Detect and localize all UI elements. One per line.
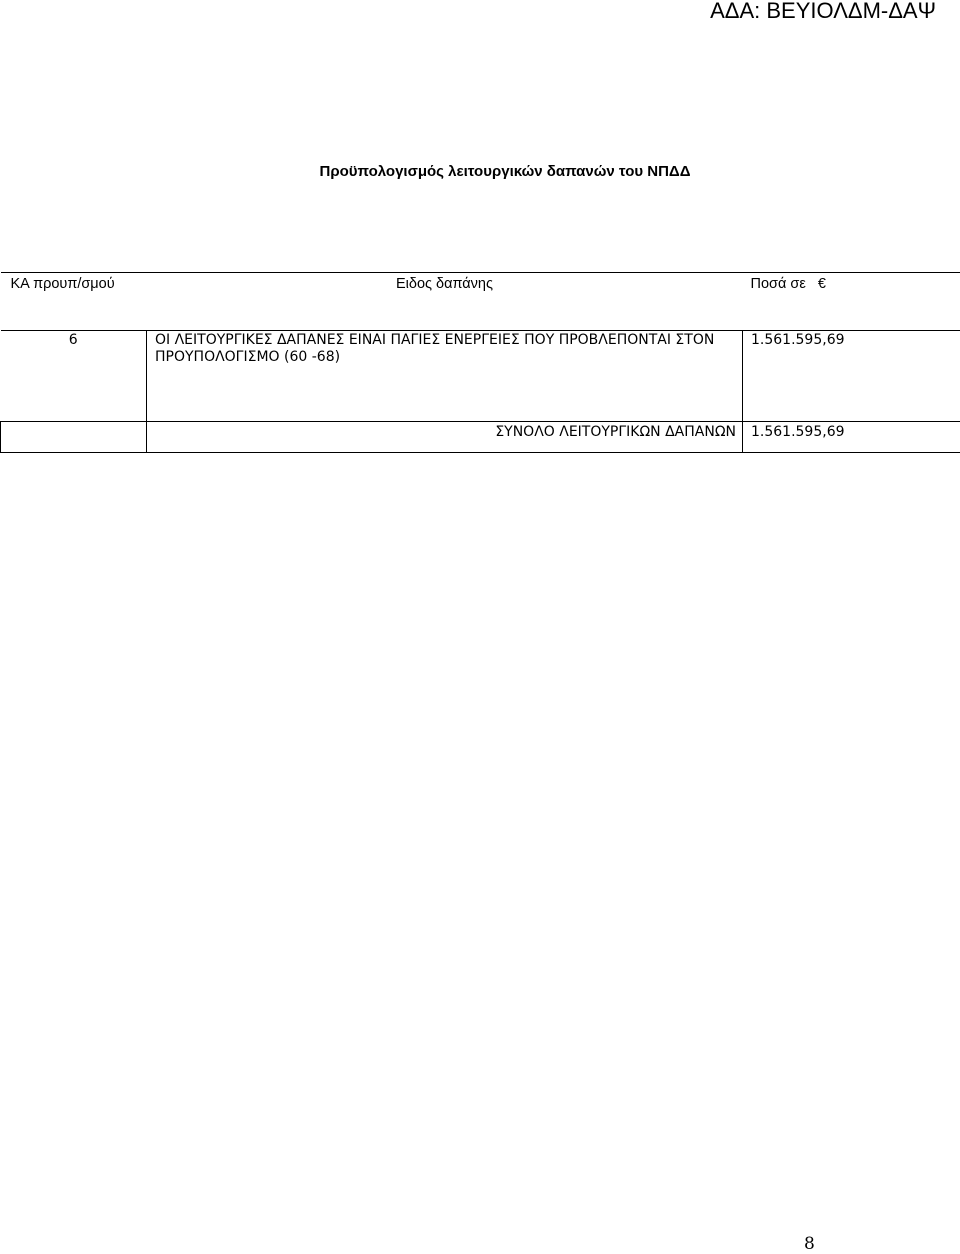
total-empty-cell: [1, 422, 147, 453]
total-label: ΣΥΝΟΛΟ ΛΕΙΤΟΥΡΓΙΚΩΝ ΔΑΠΑΝΩΝ: [147, 422, 743, 453]
row-description: ΟΙ ΛΕΙΤΟΥΡΓΙΚΕΣ ΔΑΠΑΝΕΣ ΕΙΝΑΙ ΠΑΓΙΕΣ ΕΝΕΡΓΕΙΕΣ ΠΟΥ ΠΡΟΒΛΕΠΟΝΤΑΙ ΣΤΟΝ ΠΡΟΥΠΟΛΟΓΙΣΜΟ (60 -68): [147, 331, 743, 422]
header-description: Ειδος δαπάνης: [147, 273, 743, 331]
total-row: [1, 422, 960, 453]
table-row: [1, 331, 960, 422]
page-number: 8: [804, 1234, 815, 1254]
row-code: 6: [1, 331, 147, 422]
total-amount: 1.561.595,69: [743, 422, 960, 453]
budget-table: [0, 272, 960, 453]
header-code: ΚΑ προυπ/σμού: [1, 273, 147, 331]
euro-icon: €: [817, 276, 826, 292]
ada-code: ΑΔΑ: ΒΕΥΙΟΛΔΜ-ΔΑΨ: [710, 0, 936, 23]
table-header-row: [1, 273, 960, 331]
header-amount-label: Ποσά σε: [750, 276, 806, 292]
header-amount: [743, 273, 960, 331]
row-amount: 1.561.595,69: [743, 331, 960, 422]
document-title: Προϋπολογισμός λειτουργικών δαπανών του ΝΠΔΔ: [319, 163, 691, 180]
